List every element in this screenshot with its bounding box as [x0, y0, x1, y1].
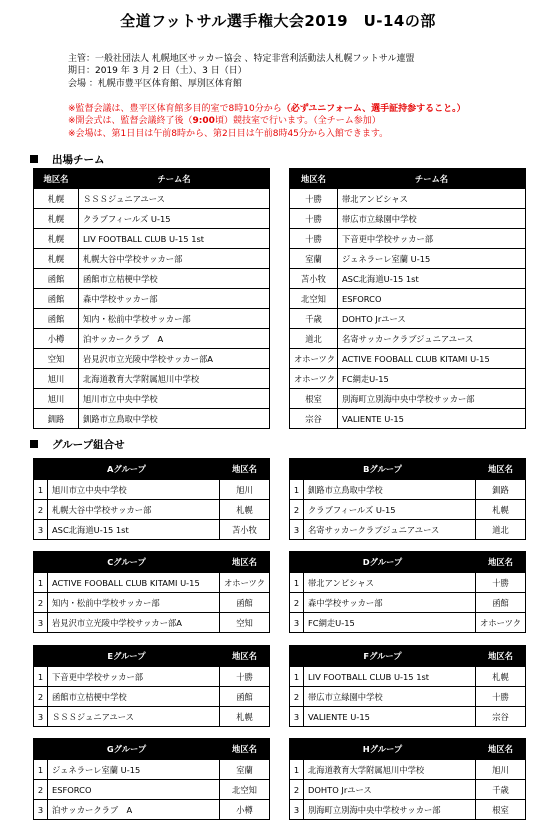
- area-cell: 釧路: [476, 480, 526, 500]
- seed-number: 3: [290, 707, 304, 727]
- area-cell: 十勝: [476, 573, 526, 593]
- seed-number: 1: [34, 760, 48, 780]
- col-area-header: 地区名: [476, 646, 526, 667]
- note-meeting: [68, 103, 466, 115]
- seed-number: 1: [290, 667, 304, 687]
- table-row: [290, 780, 526, 800]
- group-name: Bグループ: [290, 459, 476, 480]
- group-header-row: [290, 552, 526, 573]
- seed-number: 2: [290, 687, 304, 707]
- seed-number: 2: [290, 593, 304, 613]
- col-area-header: 地区名: [476, 459, 526, 480]
- team-cell: ジェネラーレ室蘭 U-15: [338, 249, 526, 269]
- table-row: [34, 329, 270, 349]
- square-bullet-icon: [30, 155, 38, 163]
- area-cell: 旭川: [34, 369, 79, 389]
- team-cell: DOHTO Jrユース: [338, 309, 526, 329]
- square-bullet-icon: [30, 440, 38, 448]
- area-cell: 宗谷: [476, 707, 526, 727]
- table-row: [290, 687, 526, 707]
- table-row: [34, 573, 270, 593]
- team-cell: 北海道教育大学附属旭川中学校: [79, 369, 270, 389]
- group-header-row: [290, 459, 526, 480]
- section-groups: [30, 437, 125, 452]
- area-cell: オホーツク: [290, 349, 338, 369]
- team-cell: 森中学校サッカー部: [304, 593, 476, 613]
- area-cell: 札幌: [476, 500, 526, 520]
- area-cell: 札幌: [34, 229, 79, 249]
- team-table-left: [33, 168, 270, 429]
- team-cell: ＳＳＳジュニアユース: [48, 707, 220, 727]
- table-row: [290, 249, 526, 269]
- group-name: Cグループ: [34, 552, 220, 573]
- team-cell: ASC北海道U-15 1st: [338, 269, 526, 289]
- venue-line: 会場 ：札幌市豊平区体育館、厚別区体育館: [68, 78, 242, 89]
- area-cell: 北空知: [290, 289, 338, 309]
- area-cell: オホーツク: [476, 613, 526, 633]
- seed-number: 1: [34, 480, 48, 500]
- area-cell: 札幌: [34, 249, 79, 269]
- table-row: [290, 760, 526, 780]
- area-cell: 十勝: [476, 687, 526, 707]
- area-cell: 空知: [220, 613, 270, 633]
- col-team-header: チーム名: [79, 169, 270, 189]
- group-header-row: [34, 459, 270, 480]
- table-row: [290, 593, 526, 613]
- seed-number: 2: [34, 687, 48, 707]
- area-cell: 空知: [34, 349, 79, 369]
- team-cell: 帯北アンビシャス: [338, 189, 526, 209]
- col-area-header: 地区名: [220, 459, 270, 480]
- team-cell: FC網走U-15: [338, 369, 526, 389]
- team-cell: クラブフィールズ U-15: [79, 209, 270, 229]
- seed-number: 2: [34, 780, 48, 800]
- area-cell: 根室: [290, 389, 338, 409]
- area-cell: 函館: [476, 593, 526, 613]
- area-cell: 札幌: [220, 707, 270, 727]
- area-cell: 釧路: [34, 409, 79, 429]
- table-row: [34, 667, 270, 687]
- organizer-line: 主管：一般社団法人 札幌地区サッカー協会 、特定非営利活動法人札幌フットサル連盟: [68, 54, 415, 64]
- seed-number: 3: [34, 707, 48, 727]
- table-row: [290, 573, 526, 593]
- table-row: [34, 289, 270, 309]
- group-header-row: [34, 739, 270, 760]
- team-cell: 別海町立別海中央中学校サッカー部: [304, 800, 476, 820]
- area-cell: 道北: [290, 329, 338, 349]
- area-cell: 旭川: [476, 760, 526, 780]
- team-cell: ジェネラーレ室蘭 U-15: [48, 760, 220, 780]
- notes: [68, 103, 466, 140]
- team-cell: ASC北海道U-15 1st: [48, 520, 220, 540]
- team-cell: 泊サッカークラブ A: [48, 800, 220, 820]
- group-name: Eグループ: [34, 646, 220, 667]
- table-row: [290, 613, 526, 633]
- table-row: [290, 229, 526, 249]
- section-groups-label: グループ組合せ: [52, 439, 125, 451]
- col-area-header: 地区名: [220, 646, 270, 667]
- area-cell: 札幌: [34, 209, 79, 229]
- table-row: [34, 760, 270, 780]
- seed-number: 3: [290, 613, 304, 633]
- table-row: [34, 349, 270, 369]
- table-row: [34, 309, 270, 329]
- section-teams: [30, 152, 105, 167]
- table-row: [34, 500, 270, 520]
- team-cell: VALIENTE U-15: [338, 409, 526, 429]
- team-cell: 森中学校サッカー部: [79, 289, 270, 309]
- table-row: [290, 209, 526, 229]
- team-cell: 帯広市立緑園中学校: [304, 687, 476, 707]
- group-table: [33, 458, 270, 540]
- seed-number: 3: [290, 800, 304, 820]
- area-cell: オホーツク: [290, 369, 338, 389]
- seed-number: 1: [290, 573, 304, 593]
- seed-number: 3: [290, 520, 304, 540]
- team-cell: 旭川市立中央中学校: [79, 389, 270, 409]
- area-cell: 室蘭: [290, 249, 338, 269]
- team-cell: 泊サッカークラブ A: [79, 329, 270, 349]
- table-row: [290, 329, 526, 349]
- team-cell: クラブフィールズ U-15: [304, 500, 476, 520]
- table-row: [34, 520, 270, 540]
- team-cell: VALIENTE U-15: [304, 707, 476, 727]
- table-row: [34, 593, 270, 613]
- table-row: [290, 309, 526, 329]
- group-table: [33, 551, 270, 633]
- table-row: [34, 409, 270, 429]
- event-info: [68, 53, 414, 90]
- group-name: Dグループ: [290, 552, 476, 573]
- team-cell: FC網走U-15: [304, 613, 476, 633]
- note-meeting-emphasis: （必ずユニフォーム、選手証持参すること。）: [281, 104, 466, 114]
- col-area-header: 地区名: [476, 552, 526, 573]
- group-header-row: [34, 552, 270, 573]
- area-cell: 十勝: [290, 229, 338, 249]
- seed-number: 2: [290, 780, 304, 800]
- seed-number: 3: [34, 520, 48, 540]
- table-row: [34, 229, 270, 249]
- team-cell: DOHTO Jrユース: [304, 780, 476, 800]
- table-row: [290, 409, 526, 429]
- team-cell: ESFORCO: [48, 780, 220, 800]
- table-row: [34, 249, 270, 269]
- team-cell: ACTIVE FOOBALL CLUB KITAMI U-15: [338, 349, 526, 369]
- team-cell: ESFORCO: [338, 289, 526, 309]
- area-cell: 旭川: [34, 389, 79, 409]
- team-cell: 知内・松前中学校サッカー部: [48, 593, 220, 613]
- area-cell: 室蘭: [220, 760, 270, 780]
- note-opening-time: 9:00: [192, 116, 215, 127]
- team-cell: 札幌大谷中学校サッカー部: [79, 249, 270, 269]
- table-row: [290, 389, 526, 409]
- team-cell: ＳＳＳジュニアユース: [79, 189, 270, 209]
- area-cell: 根室: [476, 800, 526, 820]
- table-row: [34, 687, 270, 707]
- table-row: [290, 189, 526, 209]
- note-venue-open: ※会場は、第1日目は午前8時から、第2日目は午前8時45分から入館できます。: [68, 128, 389, 139]
- area-cell: オホーツク: [220, 573, 270, 593]
- team-cell: 釧路市立鳥取中学校: [304, 480, 476, 500]
- note-opening-text: ※開会式は、監督会議終了後（: [68, 116, 193, 127]
- seed-number: 1: [34, 573, 48, 593]
- table-row: [34, 189, 270, 209]
- seed-number: 2: [34, 593, 48, 613]
- seed-number: 3: [34, 800, 48, 820]
- area-cell: 苫小牧: [220, 520, 270, 540]
- team-cell: 札幌大谷中学校サッカー部: [48, 500, 220, 520]
- col-area-header: 地区名: [476, 739, 526, 760]
- area-cell: 函館: [34, 309, 79, 329]
- note-opening-text2: 頃）競技室で行います。（全チーム参加）: [214, 116, 381, 127]
- team-cell: 岩見沢市立光陵中学校サッカー部A: [48, 613, 220, 633]
- seed-number: 3: [34, 613, 48, 633]
- seed-number: 1: [290, 480, 304, 500]
- team-table-right: [289, 168, 526, 429]
- team-cell: 帯北アンビシャス: [304, 573, 476, 593]
- team-cell: 知内・松前中学校サッカー部: [79, 309, 270, 329]
- group-table: [289, 458, 526, 540]
- table-row: [34, 707, 270, 727]
- table-row: [34, 480, 270, 500]
- col-area-header: 地区名: [290, 169, 338, 189]
- note-meeting-text: ※監督会議は、豊平区体育館多目的室で8時10分から: [68, 104, 282, 114]
- col-area-header: 地区名: [220, 739, 270, 760]
- group-table: [289, 551, 526, 633]
- team-cell: 北海道教育大学附属旭川中学校: [304, 760, 476, 780]
- area-cell: 小樽: [34, 329, 79, 349]
- team-cell: 旭川市立中央中学校: [48, 480, 220, 500]
- area-cell: 函館: [34, 289, 79, 309]
- table-row: [34, 269, 270, 289]
- table-row: [290, 480, 526, 500]
- area-cell: 十勝: [290, 189, 338, 209]
- area-cell: 宗谷: [290, 409, 338, 429]
- group-name: Fグループ: [290, 646, 476, 667]
- team-cell: 函館市立桔梗中学校: [48, 687, 220, 707]
- table-row: [34, 613, 270, 633]
- team-cell: 岩見沢市立光陵中学校サッカー部A: [79, 349, 270, 369]
- group-header-row: [290, 646, 526, 667]
- area-cell: 函館: [34, 269, 79, 289]
- table-row: [290, 289, 526, 309]
- group-header-row: [34, 646, 270, 667]
- team-cell: 釧路市立鳥取中学校: [79, 409, 270, 429]
- team-cell: 別海町立別海中央中学校サッカー部: [338, 389, 526, 409]
- area-cell: 小樽: [220, 800, 270, 820]
- area-cell: 札幌: [220, 500, 270, 520]
- area-cell: 千歳: [476, 780, 526, 800]
- table-row: [290, 520, 526, 540]
- group-name: Hグループ: [290, 739, 476, 760]
- table-row: [290, 707, 526, 727]
- team-cell: 名寄サッカークラブジュニアユース: [338, 329, 526, 349]
- section-teams-label: 出場チーム: [52, 154, 105, 166]
- table-row: [34, 780, 270, 800]
- seed-number: 2: [290, 500, 304, 520]
- area-cell: 北空知: [220, 780, 270, 800]
- area-cell: 苫小牧: [290, 269, 338, 289]
- area-cell: 道北: [476, 520, 526, 540]
- col-team-header: チーム名: [338, 169, 526, 189]
- table-row: [34, 209, 270, 229]
- area-cell: 十勝: [290, 209, 338, 229]
- team-cell: ACTIVE FOOBALL CLUB KITAMI U-15: [48, 573, 220, 593]
- table-row: [290, 369, 526, 389]
- table-row: [34, 389, 270, 409]
- table-row: [34, 369, 270, 389]
- area-cell: 十勝: [220, 667, 270, 687]
- area-cell: 函館: [220, 593, 270, 613]
- area-cell: 千歳: [290, 309, 338, 329]
- team-cell: 函館市立桔梗中学校: [79, 269, 270, 289]
- team-cell: 帯広市立緑園中学校: [338, 209, 526, 229]
- area-cell: 旭川: [220, 480, 270, 500]
- table-row: [34, 800, 270, 820]
- group-header-row: [290, 739, 526, 760]
- area-cell: 札幌: [476, 667, 526, 687]
- group-name: Aグループ: [34, 459, 220, 480]
- group-table: [289, 645, 526, 727]
- team-cell: LIV FOOTBALL CLUB U-15 1st: [304, 667, 476, 687]
- col-area-header: 地区名: [220, 552, 270, 573]
- team-cell: LIV FOOTBALL CLUB U-15 1st: [79, 229, 270, 249]
- area-cell: 函館: [220, 687, 270, 707]
- col-area-header: 地区名: [34, 169, 79, 189]
- page-title: 全道フットサル選手権大会2019 U-14の部: [120, 12, 436, 30]
- group-table: [33, 738, 270, 820]
- seed-number: 1: [290, 760, 304, 780]
- team-cell: 下音更中学校サッカー部: [48, 667, 220, 687]
- group-name: Gグループ: [34, 739, 220, 760]
- team-cell: 名寄サッカークラブジュニアユース: [304, 520, 476, 540]
- table-row: [290, 349, 526, 369]
- table-row: [290, 800, 526, 820]
- group-table: [289, 738, 526, 820]
- table-row: [290, 269, 526, 289]
- seed-number: 2: [34, 500, 48, 520]
- date-line: 期日：2019 年 3 月 2 日（土）、3 日（日）: [68, 66, 247, 77]
- table-row: [290, 667, 526, 687]
- note-opening: [68, 115, 466, 127]
- area-cell: 札幌: [34, 189, 79, 209]
- group-table: [33, 645, 270, 727]
- seed-number: 1: [34, 667, 48, 687]
- table-row: [290, 500, 526, 520]
- team-cell: 下音更中学校サッカー部: [338, 229, 526, 249]
